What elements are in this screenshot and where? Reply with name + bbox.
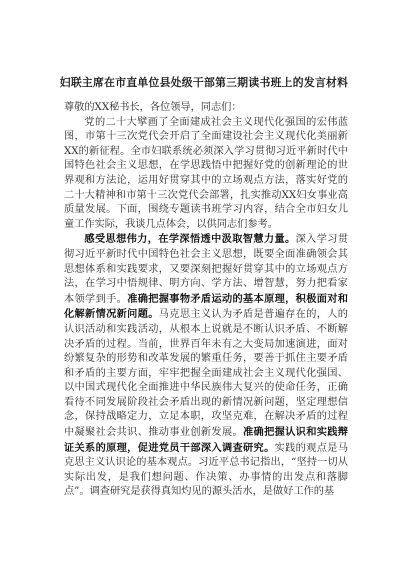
salutation: 尊敬的XX秘书长，各位领导，同志们：: [64, 102, 242, 113]
paragraph-text: 深入学习贯彻习近平新时代中国特色社会主义思想，既要全面准确领会其思想体系和实践要求，又要深刻把握好贯穿其中的立场观点方法，在学习中悟规律、明方向、学方法、增智慧，努力把看家本领学到手。: [64, 234, 349, 305]
paragraph-intro: 党的二十大擘画了全面建成社会主义现代化强国的宏伟蓝图，市第十三次党代会开启了全面建设社会主义现代化美丽新XX的新征程。全市妇联系统必须深入学习贯彻习近平新时代中国特色社会主义思想，在学思践悟中把握好党的创新理论的世界观和方法论，运用好贯穿其中的立场观点方法，落实好党的二十大精神和市第十三次党代会部署，扎实推动XX妇女事业高质量发展。下面，围绕专题读书班学习内容，结合全市妇女儿童工作实际，我谈几点体会，以供同志们参考。: [64, 116, 348, 230]
document-body: [64, 101, 348, 500]
paragraph-text: 实践的观点是马克思主义认识论的基本观点。习近平总书记指出，“坚持一切从实际出发，是我们想问题、作决策、办事情的出发点和落脚点”。调查研究是获得真知灼见的源头活水，是做好工作的基: [64, 442, 348, 498]
paragraph-text: 马克思主义认为矛盾是普遍存在的，人的认识活动和实践活动，从根本上说就是不断认识矛盾、不断解决矛盾的过程。当前，世界百年未有之大变局加速演进，面对纷繁复杂的形势和改革发展的繁重任务，要善于抓住主要矛盾和矛盾的主要方面，牢牢把握全面建成社会主义现代化强国、以中国式现代化全面推进中华民族伟大复兴的使命任务，正确看待不同发展阶段社会矛盾出现的新情况新问题，坚定理想信念，保持战略定力，立足本职，攻坚克难，在解决矛盾的过程中凝聚社会共识、推动事业创新发展。: [64, 309, 348, 439]
document-title: 妇联主席在市直单位县处级干部第三期读书班上的发言材料: [59, 76, 349, 89]
subpoint-heading: 准确把握认识和实践辩证关系的原理，促进党员干部深入调查研究。: [64, 426, 348, 454]
section-heading: 感受思想伟力，在学深悟透中汲取智慧力量。: [84, 233, 296, 246]
paragraph-section-1: [64, 232, 348, 500]
subpoint-heading: 准确把握事物矛盾运动的基本原理，积极面对和化解新情况新问题。: [64, 292, 348, 321]
